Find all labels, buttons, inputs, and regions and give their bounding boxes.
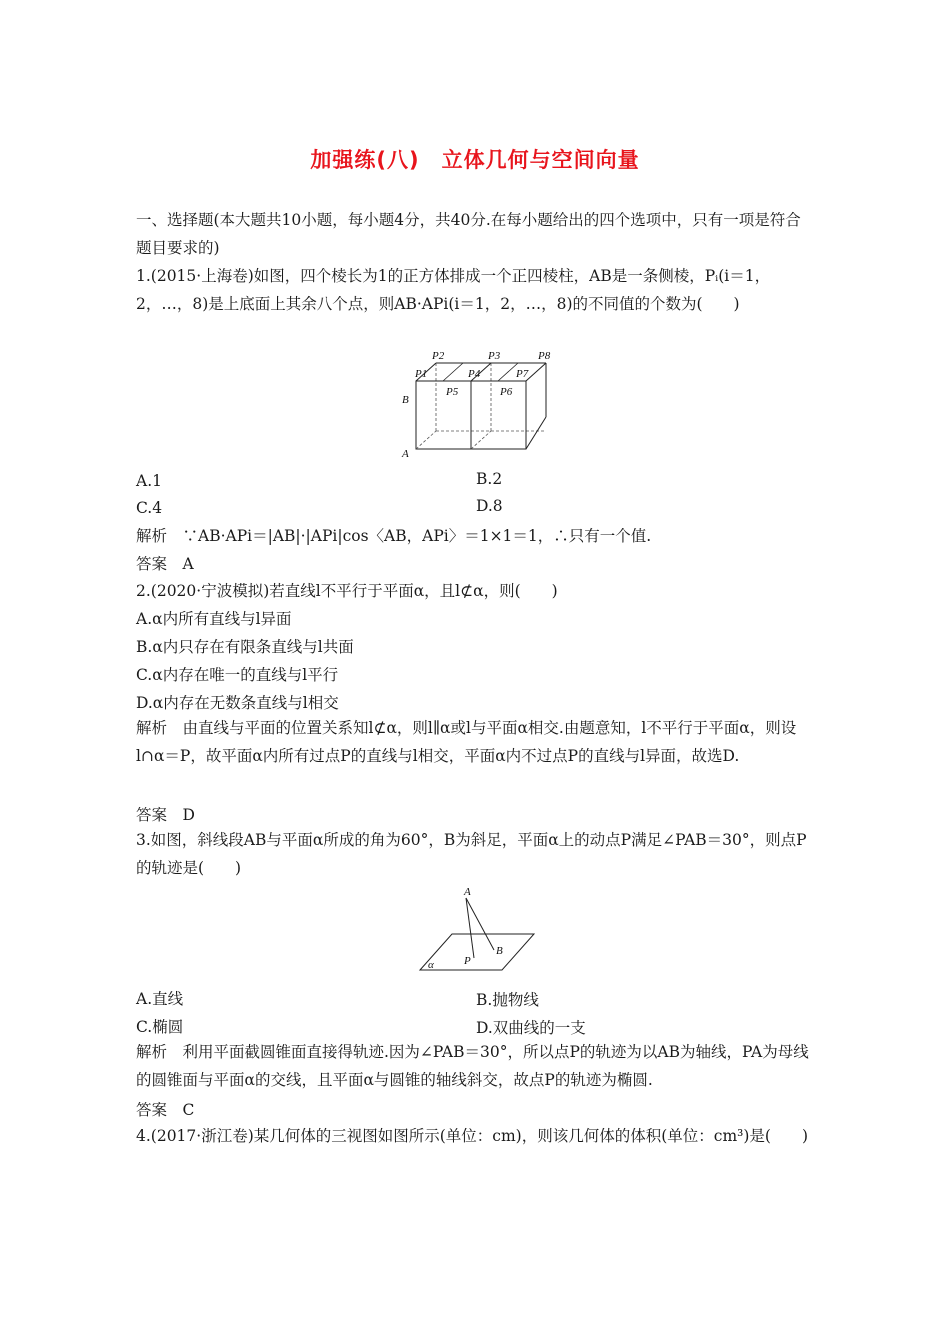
q1-option-b: B.2 (476, 470, 503, 488)
fig1-label: P6 (500, 386, 513, 398)
q3-stem: 3.如图，斜线段AB与平面α所成的角为60°，B为斜足，平面α上的动点P满足∠PAB＝30°，则点P的轨迹是( ) (136, 831, 807, 877)
fig1-label: P3 (488, 350, 501, 362)
q2-stem: 2.(2020·宁波模拟)若直线l不平行于平面α，且l⊄α，则( ) (136, 582, 558, 600)
q1-stem: 1.(2015·上海卷)如图，四个棱长为1的正方体排成一个正四棱柱，AB是一条侧棱，Pᵢ(i＝1，2，…，8)是上底面上其余八个点，则AB·APi(i＝1，2，…，8)的不同值的个数为( ) (136, 267, 771, 313)
fig3-label: α (428, 959, 434, 971)
fig3-label: A (464, 886, 471, 898)
q2-analysis: 解析 由直线与平面的位置关系知l⊄α，则l∥α或l与平面α相交.由题意知，l不平行于平面α，则设l∩α＝P，故平面α内所有过点P的直线与l相交，平面α内不过点P的直线与l异面，故选D. (136, 719, 797, 765)
q1-option-d: D.8 (476, 497, 503, 515)
fig1-label: A (402, 448, 409, 459)
section-heading: 一、选择题(本大题共10小题，每小题4分，共40分.在每小题给出的四个选项中，只有一项是符合题目要求的) (136, 211, 801, 257)
page-title: 加强练(八) 立体几何与空间向量 (310, 148, 640, 172)
q2-answer: 答案 D (136, 806, 195, 824)
fig1-label: P5 (446, 386, 459, 398)
fig1-label: P2 (432, 350, 445, 362)
q3-answer: 答案 C (136, 1101, 195, 1119)
q3-option-b: B.抛物线 (476, 991, 539, 1009)
q1-figure-prism (398, 349, 558, 459)
fig3-label: B (496, 945, 503, 957)
q3-option-a: A.直线 (136, 990, 184, 1008)
fig1-label: P7 (516, 368, 529, 380)
q1-option-a: A.1 (136, 472, 162, 490)
q2-option-b: B.α内只存在有限条直线与l共面 (136, 638, 354, 656)
q3-option-d: D.双曲线的一支 (476, 1019, 586, 1037)
q1-analysis: 解析 ∵AB·APi＝|AB|·|APi|cos〈AB，APi〉＝1×1＝1，∴只有一个值. (136, 527, 652, 545)
q2-option-c: C.α内存在唯一的直线与l平行 (136, 666, 339, 684)
fig1-label: P1 (415, 368, 428, 380)
q1-option-c: C.4 (136, 499, 163, 517)
fig1-label: P8 (538, 350, 551, 362)
q1-answer: 答案 A (136, 555, 194, 573)
q2-option-d: D.α内存在无数条直线与l相交 (136, 694, 339, 712)
q3-analysis: 解析 利用平面截圆锥面直接得轨迹.因为∠PAB＝30°，所以点P的轨迹为以AB为轴线，PA为母线的圆锥面与平面α的交线，且平面α与圆锥的轴线斜交，故点P的轨迹为椭圆. (136, 1043, 809, 1089)
q3-figure-plane (418, 884, 542, 976)
fig3-label: P (464, 955, 471, 967)
q4-stem: 4.(2017·浙江卷)某几何体的三视图如图所示(单位：cm)，则该几何体的体积(单位：cm³)是( ) (136, 1127, 809, 1145)
fig1-label: B (402, 394, 409, 406)
fig1-label: P4 (468, 368, 481, 380)
q2-option-a: A.α内所有直线与l异面 (136, 610, 292, 628)
q3-option-c: C.椭圆 (136, 1018, 184, 1036)
